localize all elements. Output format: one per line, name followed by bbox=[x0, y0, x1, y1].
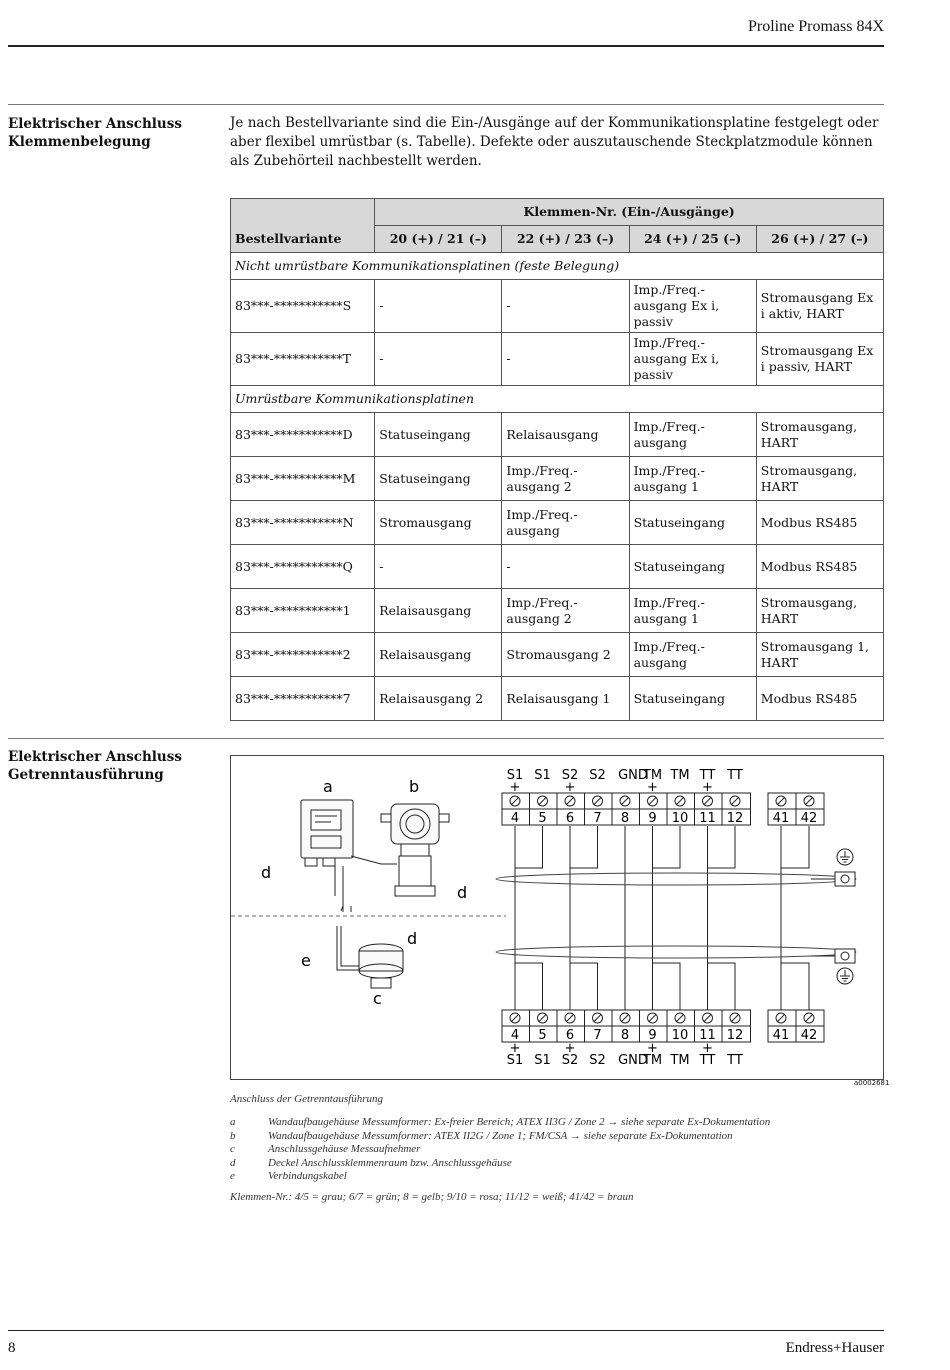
table-cell: Modbus RS485 bbox=[756, 677, 883, 721]
sensor-connection-housing-c bbox=[337, 926, 403, 988]
signal-label: GND bbox=[618, 1053, 648, 1068]
legend-item bbox=[230, 1157, 770, 1171]
table-cell: Imp./Freq.-ausgang 1 bbox=[629, 589, 756, 633]
table-cell: - bbox=[375, 280, 502, 333]
section-heading-line: Elektrischer Anschluss bbox=[8, 749, 182, 765]
wire-pair-bottom bbox=[515, 963, 543, 1010]
plus-mark: + bbox=[702, 780, 713, 795]
diagram-label-a: a bbox=[323, 777, 333, 796]
diagram-label-c: c bbox=[373, 989, 382, 1008]
table-row bbox=[231, 633, 884, 677]
table-cell: Modbus RS485 bbox=[756, 501, 883, 545]
section-heading-line: Getrenntausführung bbox=[8, 767, 164, 783]
column-header: 22 (+) / 23 (–) bbox=[502, 226, 629, 253]
figure-legend bbox=[230, 1116, 770, 1184]
table-cell: Imp./Freq.-ausgang bbox=[502, 501, 629, 545]
wire-pair-top bbox=[515, 826, 543, 868]
section-heading-klemmenbelegung bbox=[8, 115, 218, 151]
table-header-empty bbox=[231, 199, 375, 226]
wire-pair-bottom bbox=[708, 963, 736, 1010]
legend-text: Anschlussgehäuse Messaufnehmer bbox=[268, 1143, 421, 1156]
footer-rule bbox=[8, 1330, 884, 1331]
table-row bbox=[231, 501, 884, 545]
column-header: 26 (+) / 27 (–) bbox=[756, 226, 883, 253]
table-row bbox=[231, 333, 884, 386]
cable-sheath bbox=[496, 946, 856, 958]
signal-label: S2 bbox=[561, 768, 579, 783]
table-row bbox=[231, 413, 884, 457]
terminal-layer bbox=[496, 768, 856, 1068]
plus-mark: + bbox=[509, 1041, 521, 1056]
table-cell: Imp./Freq.-ausgang 1 bbox=[629, 457, 756, 501]
terminal-number: 42 bbox=[800, 811, 818, 826]
terminal-number: 41 bbox=[772, 811, 790, 826]
plus-mark: + bbox=[702, 1041, 713, 1056]
table-row bbox=[231, 457, 884, 501]
terminal-number: 5 bbox=[538, 1028, 547, 1043]
diagram-label-d: d bbox=[407, 929, 418, 948]
plus-mark: + bbox=[564, 1041, 576, 1056]
table-cell: Relaisausgang 2 bbox=[375, 677, 502, 721]
terminal-number: 6 bbox=[565, 1028, 575, 1043]
wire-pair-top bbox=[653, 826, 681, 868]
table-cell: Imp./Freq.-ausgang 2 bbox=[502, 457, 629, 501]
table-cell: Relaisausgang 1 bbox=[502, 677, 629, 721]
table-cell: Relaisausgang bbox=[502, 413, 629, 457]
table-cell: 83***-***********2 bbox=[231, 633, 375, 677]
signal-label: S1 bbox=[506, 768, 524, 783]
table-cell: 83***-***********T bbox=[231, 333, 375, 386]
signal-label: TT bbox=[727, 1053, 743, 1068]
table-cell: - bbox=[375, 333, 502, 386]
legend-text: Verbindungskabel bbox=[268, 1170, 347, 1183]
terminal-number: 9 bbox=[648, 1028, 657, 1043]
intro-paragraph: Je nach Bestellvariante sind die Ein-/Ausgänge auf der Kommunikationsplatine festgelegt oder aber flexibel umrüstbar (s. Tabelle). Defekte oder auszutauschende Steckplatzmodule können als Zubehörteil nachbestellt werden. bbox=[230, 115, 879, 169]
legend-text: Wandaufbaugehäuse Messumformer: ATEX II2G / Zone 1; FM/CSA → siehe separate Ex-Dokumentation bbox=[268, 1129, 733, 1142]
table-cell: Stromausgang, HART bbox=[756, 413, 883, 457]
table-cell: Imp./Freq.-ausgang bbox=[629, 633, 756, 677]
table-cell: Stromausgang, HART bbox=[756, 589, 883, 633]
wire-pair-top bbox=[570, 826, 598, 868]
document-title: Proline Promass 84X bbox=[748, 18, 884, 35]
figure-caption: Anschluss der Getrenntausführung bbox=[230, 1093, 383, 1105]
legend-item bbox=[230, 1143, 770, 1157]
terminal-number: 41 bbox=[772, 1028, 790, 1043]
diagram-label-e: e bbox=[301, 951, 311, 970]
legend-text: Deckel Anschlussklemmenraum bzw. Anschlussgehäuse bbox=[268, 1156, 512, 1169]
table-cell: 83***-***********Q bbox=[231, 545, 375, 589]
diagram-label-d: d bbox=[261, 863, 272, 882]
table-cell: Stromausgang bbox=[375, 501, 502, 545]
wire-pair-bottom bbox=[570, 963, 598, 1010]
terminal-number: 4 bbox=[510, 1028, 520, 1043]
terminal-number: 42 bbox=[800, 1028, 818, 1043]
terminal-number: 10 bbox=[671, 1028, 689, 1043]
table-cell: 83***-***********N bbox=[231, 501, 375, 545]
plus-mark: + bbox=[564, 780, 576, 795]
signal-label: TM bbox=[670, 1053, 690, 1068]
table-cell: Relaisausgang bbox=[375, 633, 502, 677]
table-cell: 83***-***********S bbox=[231, 280, 375, 333]
table-cell: 83***-***********M bbox=[231, 457, 375, 501]
cable-sheath bbox=[496, 873, 856, 885]
terminal-number: 4 bbox=[510, 811, 520, 826]
signal-label: S1 bbox=[534, 768, 551, 783]
table-row bbox=[231, 677, 884, 721]
wire-pair-top bbox=[708, 826, 736, 868]
terminal-number: 7 bbox=[593, 811, 602, 826]
table-cell: Imp./Freq.-ausgang Ex i, passiv bbox=[629, 333, 756, 386]
footer-brand: Endress+Hauser bbox=[785, 1340, 884, 1356]
table-cell: - bbox=[375, 545, 502, 589]
table-row bbox=[231, 545, 884, 589]
legend-item bbox=[230, 1130, 770, 1144]
signal-label: TM bbox=[670, 768, 690, 783]
header-rule bbox=[8, 45, 884, 47]
table-row bbox=[231, 280, 884, 333]
wire-color-note: Klemmen-Nr.: 4/5 = grau; 6/7 = grün; 8 = gelb; 9/10 = rosa; 11/12 = weiß; 41/42 = braun bbox=[230, 1191, 634, 1203]
signal-label: S2 bbox=[561, 1053, 579, 1068]
drawing-number: a0002681 bbox=[854, 1079, 890, 1087]
table-cell: Stromausgang 1, HART bbox=[756, 633, 883, 677]
table-cell: Stromausgang, HART bbox=[756, 457, 883, 501]
column-header: Bestellvariante bbox=[231, 226, 375, 253]
terminal-assignment-table bbox=[230, 198, 884, 721]
page-number: 8 bbox=[8, 1340, 16, 1356]
terminal-number: 12 bbox=[726, 1028, 744, 1043]
legend-key: c bbox=[230, 1143, 235, 1156]
table-cell: Statuseingang bbox=[375, 457, 502, 501]
table-cell: Statuseingang bbox=[629, 545, 756, 589]
legend-key: b bbox=[230, 1129, 236, 1142]
table-cell: - bbox=[502, 333, 629, 386]
table-cell: Stromausgang Ex i passiv, HART bbox=[756, 333, 883, 386]
signal-label: GND bbox=[618, 768, 648, 783]
table-cell: Imp./Freq.-ausgang bbox=[629, 413, 756, 457]
wire-pair-bottom bbox=[781, 963, 809, 1010]
diagram-label-d: d bbox=[457, 883, 468, 902]
table-cell: 83***-***********7 bbox=[231, 677, 375, 721]
terminal-number: 11 bbox=[699, 811, 716, 826]
table-cell: - bbox=[502, 545, 629, 589]
signal-label: S1 bbox=[506, 1053, 524, 1068]
legend-key: e bbox=[230, 1170, 235, 1183]
table-cell: - bbox=[502, 280, 629, 333]
table-cell: 83***-***********1 bbox=[231, 589, 375, 633]
legend-item bbox=[230, 1170, 770, 1184]
terminal-number: 10 bbox=[671, 811, 689, 826]
signal-label: TM bbox=[642, 1053, 663, 1068]
table-cell: Statuseingang bbox=[375, 413, 502, 457]
signal-label: S2 bbox=[589, 768, 606, 783]
table-row bbox=[231, 589, 884, 633]
signal-label: S1 bbox=[534, 1053, 551, 1068]
table-cell: Imp./Freq.-ausgang 2 bbox=[502, 589, 629, 633]
legend-item bbox=[230, 1116, 770, 1130]
transmitter-housing-a bbox=[301, 800, 353, 911]
terminal-number: 5 bbox=[538, 811, 547, 826]
table-cell: Imp./Freq.-ausgang Ex i, passiv bbox=[629, 280, 756, 333]
plus-mark: + bbox=[647, 780, 658, 795]
section-rule bbox=[8, 104, 884, 105]
legend-key: a bbox=[230, 1116, 236, 1128]
legend-key: d bbox=[230, 1156, 236, 1169]
section-heading-line: Elektrischer Anschluss bbox=[8, 116, 182, 132]
terminal-number: 8 bbox=[620, 811, 630, 826]
terminal-number: 6 bbox=[565, 811, 575, 826]
shield-terminal bbox=[835, 872, 855, 886]
table-cell: Statuseingang bbox=[629, 677, 756, 721]
signal-label: TM bbox=[642, 768, 663, 783]
signal-label: S2 bbox=[589, 1053, 606, 1068]
plus-mark: + bbox=[647, 1041, 658, 1056]
legend-text: Wandaufbaugehäuse Messumformer: Ex-freier Bereich; ATEX II3G / Zone 2 → siehe separate Ex-Dokumentation bbox=[268, 1116, 771, 1128]
transmitter-housing-b bbox=[381, 804, 449, 896]
table-cell: 83***-***********D bbox=[231, 413, 375, 457]
section-heading-getrenntausfuehrung bbox=[8, 748, 218, 784]
shield-terminal bbox=[835, 949, 855, 963]
table-group-header: Klemmen-Nr. (Ein-/Ausgänge) bbox=[375, 199, 884, 226]
table-cell: Relaisausgang bbox=[375, 589, 502, 633]
column-header: 20 (+) / 21 (–) bbox=[375, 226, 502, 253]
section-rule bbox=[8, 738, 884, 739]
plus-mark: + bbox=[509, 780, 521, 795]
signal-label: TT bbox=[699, 1053, 716, 1068]
wire-pair-bottom bbox=[653, 963, 681, 1010]
terminal-number: 12 bbox=[726, 811, 744, 826]
diagram-label-b: b bbox=[409, 777, 420, 796]
signal-label: TT bbox=[727, 768, 743, 783]
table-group-title: Nicht umrüstbare Kommunikationsplatinen (feste Belegung) bbox=[231, 253, 884, 280]
signal-label: TT bbox=[699, 768, 716, 783]
table-cell: Statuseingang bbox=[629, 501, 756, 545]
terminal-number: 11 bbox=[699, 1028, 716, 1043]
terminal-number: 9 bbox=[648, 811, 657, 826]
terminal-number: 8 bbox=[620, 1028, 630, 1043]
table-cell: Modbus RS485 bbox=[756, 545, 883, 589]
column-header: 24 (+) / 25 (–) bbox=[629, 226, 756, 253]
section-heading-line: Klemmenbelegung bbox=[8, 134, 151, 150]
table-group-title: Umrüstbare Kommunikationsplatinen bbox=[231, 386, 884, 413]
table-cell: Stromausgang 2 bbox=[502, 633, 629, 677]
table-cell: Stromausgang Ex i aktiv, HART bbox=[756, 280, 883, 333]
wiring-diagram bbox=[230, 755, 884, 1080]
wire-pair-top bbox=[781, 826, 809, 868]
terminal-number: 7 bbox=[593, 1028, 602, 1043]
